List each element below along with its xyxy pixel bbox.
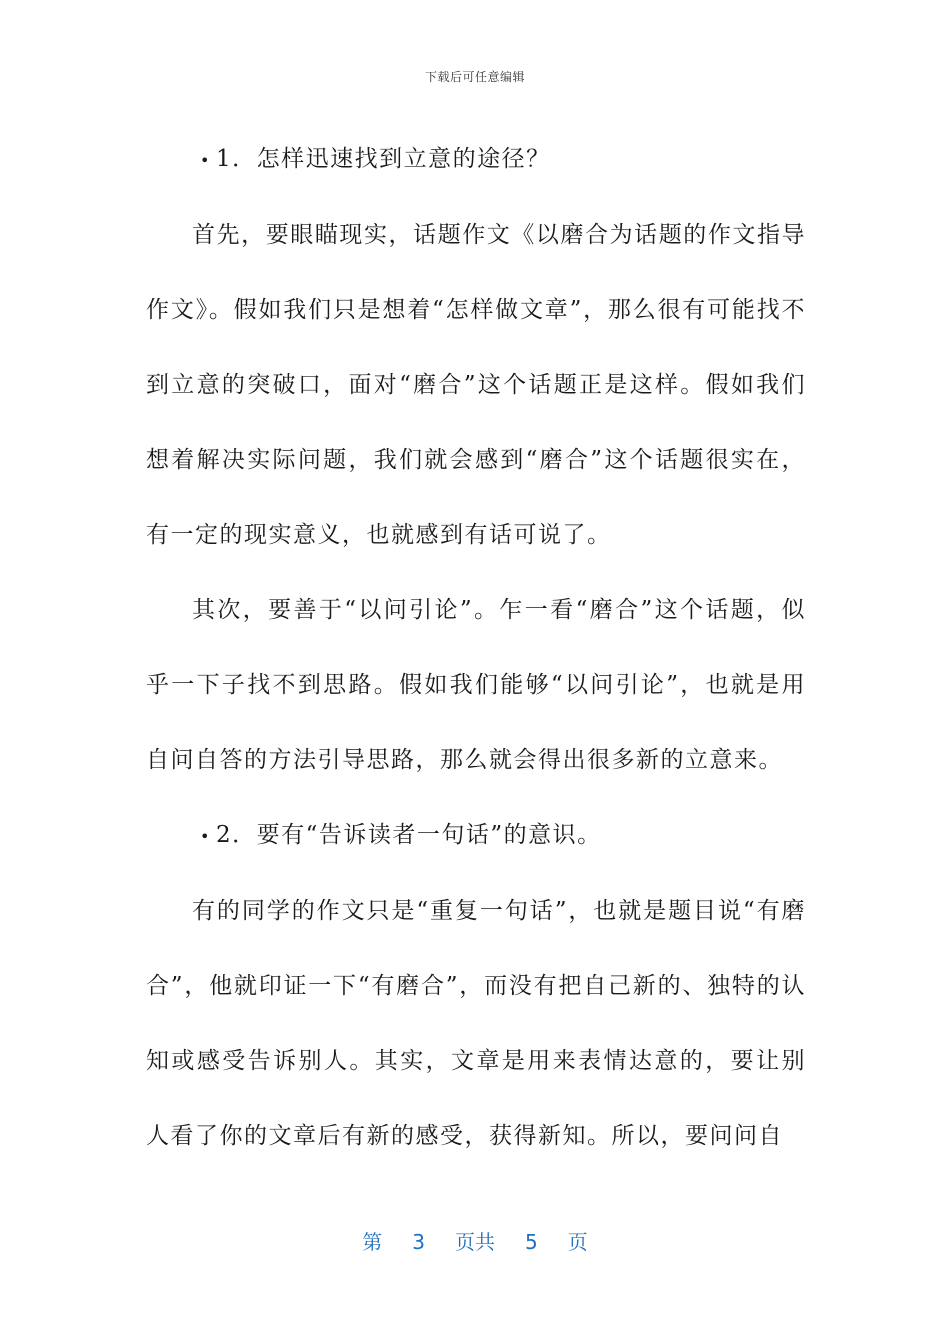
paragraph-2: 其次，要善于“以问引论”。乍一看“磨合”这个话题，似乎一下子找不到思路。假如我们能够“以问引论”，也就是用自问自答的方法引导思路，那么就会得出很多新的立意来。 xyxy=(146,597,806,773)
current-page-number: 3 xyxy=(412,1230,425,1254)
bullet-icon: • xyxy=(200,827,211,846)
footer-middle: 页共 xyxy=(455,1230,495,1254)
section-heading-2 xyxy=(146,798,806,874)
bullet-icon: • xyxy=(200,151,211,170)
section-heading-1-text: 1．怎样迅速找到立意的途径？ xyxy=(216,146,551,172)
paragraph-3: 有的同学的作文只是“重复一句话”，也就是题目说“有磨合”，他就印证一下“有磨合”，而没有把自己新的、独特的认知或感受告诉别人。其实，文章是用来表情达意的，要让别人看了你的文章后有新的感受，获得新知。所以，要问问自 xyxy=(146,898,806,1149)
document-body xyxy=(146,122,806,1174)
total-page-count: 5 xyxy=(525,1230,538,1254)
section-heading-1 xyxy=(146,122,806,198)
footer-prefix: 第 xyxy=(362,1230,383,1254)
paragraph-1: 首先，要眼瞄现实，话题作文《以磨合为话题的作文指导作文》。假如我们只是想着“怎样做文章”，那么很有可能找不到立意的突破口，面对“磨合”这个话题正是这样。假如我们想着解决实际问题，我们就会感到“磨合”这个话题很实在，有一定的现实意义，也就感到有话可说了。 xyxy=(146,222,806,548)
footer-suffix: 页 xyxy=(567,1230,588,1254)
section-heading-2-text: 2．要有“告诉读者一句话”的意识。 xyxy=(216,822,602,848)
page-header: 下载后可任意编辑 xyxy=(424,70,525,84)
page-footer xyxy=(0,1226,950,1255)
